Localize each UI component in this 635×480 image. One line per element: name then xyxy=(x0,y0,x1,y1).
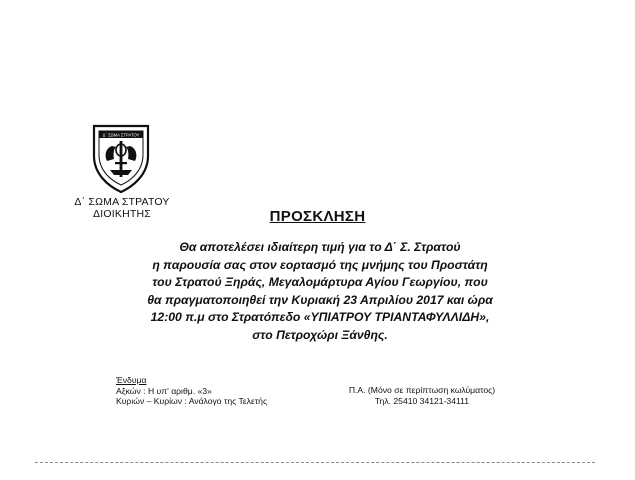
body-line: θα πραγματοποιηθεί την Κυριακή 23 Απριλίου 2017 και ώρα xyxy=(147,292,493,307)
dress-code-title: Ένδυμα xyxy=(116,375,147,385)
army-corps-emblem-icon xyxy=(90,122,152,194)
body-line: η παρουσία σας στον εορτασμό της μνήμης του Προστάτη xyxy=(152,257,488,272)
contact-block xyxy=(338,385,506,406)
organization-name: Δ΄ ΣΩΜΑ ΣΤΡΑΤΟΥ xyxy=(74,196,170,208)
emblem-ring-text: Δ΄ ΣΩΜΑ ΣΤΡΑΤΟΥ xyxy=(102,132,140,138)
body-line: Θα αποτελέσει ιδιαίτερη τιμή για το Δ΄ Σ. Στρατού xyxy=(179,240,461,254)
dress-code-block xyxy=(116,375,267,407)
dress-code-officers: Αξκών : Η υπ' αριθμ. «3» xyxy=(116,385,212,396)
dress-code-civilians: Κυριών – Κυρίων : Ανάλογο της Τελετής xyxy=(116,396,268,406)
document-title: ΠΡΟΣΚΛΗΣΗ xyxy=(269,208,366,225)
invitation-body xyxy=(60,239,580,345)
body-line: στο Πετροχώρι Ξάνθης. xyxy=(252,327,388,342)
body-line: 12:00 π.μ στο Στρατόπεδο «ΥΠΙΑΤΡΟΥ ΤΡΙΑΝΤΑΦΥΛΛΙΔΗ», xyxy=(150,310,490,325)
rsvp-note: Π.Α. (Μόνο σε περίπτωση κωλύματος) xyxy=(348,385,496,395)
organization-role: ΔΙΟΙΚΗΤΗΣ xyxy=(93,208,151,220)
body-line: του Στρατού Ξηράς, Μεγαλομάρτυρα Αγίου Γεωργίου, που xyxy=(152,275,488,290)
footer-divider xyxy=(35,462,595,463)
contact-phone: Τηλ. 25410 34121-34111 xyxy=(374,395,470,406)
